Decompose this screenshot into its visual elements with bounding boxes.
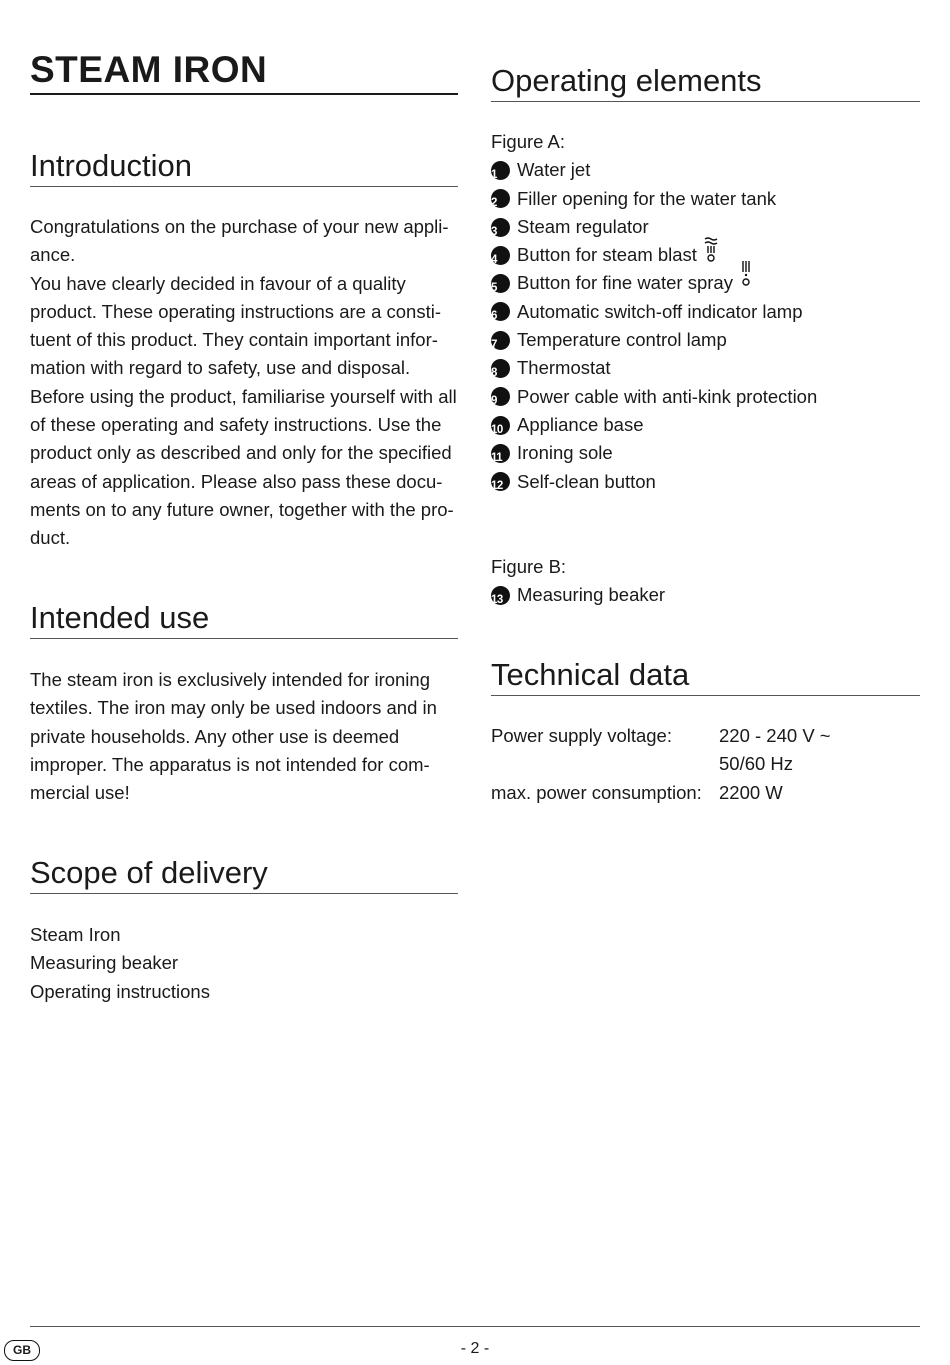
item-text: Steam regulator [517, 215, 649, 237]
list-item [491, 439, 920, 467]
item-text: Filler opening for the water tank [517, 187, 777, 209]
item-number-badge: 1 [491, 161, 510, 180]
figure-a-label: Figure A: [491, 131, 566, 152]
item-text: Measuring beaker [517, 584, 666, 606]
power-label: max. power consumption: [491, 781, 702, 803]
introduction-line: mation with regard to safety, use and disposal. [30, 357, 411, 379]
technical-data-table [491, 722, 920, 807]
introduction-line: product only as described and only for the specified [30, 442, 452, 464]
item-number-badge: 13 [491, 586, 510, 605]
figure-a-list [491, 128, 920, 496]
intended-use-line: mercial use! [30, 782, 130, 804]
list-item [491, 241, 920, 269]
figure-b-list [491, 553, 920, 610]
page-number: - 2 - [460, 1340, 490, 1357]
item-text: Button for fine water spray [517, 272, 733, 294]
item-text: Temperature control lamp [517, 329, 727, 351]
item-number-badge: 7 [491, 331, 510, 350]
delivery-item: Operating instructions [30, 980, 210, 1002]
list-item [491, 298, 920, 326]
list-item [491, 581, 920, 609]
introduction-line: areas of application. Please also pass these docu- [30, 470, 443, 492]
item-text: Appliance base [517, 413, 644, 435]
delivery-item: Measuring beaker [30, 952, 179, 974]
tech-row-power [491, 779, 920, 807]
introduction-heading: Introduction [30, 148, 458, 187]
item-number-badge: 11 [491, 444, 510, 463]
item-number-badge: 12 [491, 472, 510, 491]
item-text: Thermostat [517, 357, 611, 379]
list-item [491, 468, 920, 496]
introduction-text [30, 213, 458, 553]
intended-use-heading: Intended use [30, 600, 458, 639]
list-item [491, 326, 920, 354]
item-number-badge: 8 [491, 359, 510, 378]
item-number-badge: 9 [491, 387, 510, 406]
introduction-line: Congratulations on the purchase of your new appli- [30, 216, 449, 237]
list-item [491, 185, 920, 213]
steam-blast-symbol-icon [703, 236, 719, 270]
list-item [491, 383, 920, 411]
tech-row-frequency [491, 750, 920, 778]
country-badge: GB [4, 1340, 40, 1361]
introduction-line: ments on to any future owner, together with the pro- [30, 498, 454, 520]
introduction-line: duct. [30, 527, 71, 549]
scope-of-delivery-list [30, 921, 458, 1006]
power-value: 2200 W [719, 781, 783, 803]
operating-elements-heading: Operating elements [491, 63, 920, 102]
technical-data-heading: Technical data [491, 657, 920, 696]
voltage-value: 220 - 240 V ~ [719, 725, 831, 746]
tech-row-voltage [491, 722, 920, 750]
introduction-line: You have clearly decided in favour of a quality [30, 272, 406, 294]
introduction-line: tuent of this product. They contain important infor- [30, 329, 438, 351]
item-number-badge: 10 [491, 416, 510, 435]
item-number-badge: 3 [491, 218, 510, 237]
scope-of-delivery-heading: Scope of delivery [30, 855, 458, 894]
list-item [491, 354, 920, 382]
intended-use-line: private households. Any other use is deemed [30, 725, 400, 747]
item-text: Automatic switch-off indicator lamp [517, 300, 803, 322]
frequency-value: 50/60 Hz [719, 753, 794, 775]
introduction-line: product. These operating instructions are a consti- [30, 300, 441, 322]
item-text: Water jet [517, 159, 591, 181]
introduction-line: ance. [30, 244, 76, 266]
item-text: Self-clean button [517, 470, 656, 492]
list-item [491, 156, 920, 184]
item-text: Ironing sole [517, 442, 613, 464]
item-number-badge: 2 [491, 189, 510, 208]
introduction-line: Before using the product, familiarise yourself with all [30, 385, 457, 407]
intended-use-line: The steam iron is exclusively intended for ironing [30, 669, 430, 690]
delivery-item: Steam Iron [30, 924, 121, 945]
item-number-badge: 5 [491, 274, 510, 293]
document-title: STEAM IRON [30, 50, 458, 95]
item-number-badge: 4 [491, 246, 510, 265]
intended-use-line: textiles. The iron may only be used indoors and in [30, 697, 437, 719]
introduction-line: of these operating and safety instructions. Use the [30, 414, 442, 436]
intended-use-line: improper. The apparatus is not intended for com- [30, 753, 430, 775]
intended-use-text [30, 666, 458, 807]
list-item [491, 411, 920, 439]
voltage-label: Power supply voltage: [491, 725, 672, 746]
item-number-badge: 6 [491, 302, 510, 321]
item-text: Power cable with anti-kink protection [517, 385, 818, 407]
figure-b-label: Figure B: [491, 556, 567, 577]
item-text: Button for steam blast [517, 244, 697, 266]
list-item [491, 269, 920, 297]
footer-divider [30, 1326, 920, 1327]
water-spray-symbol-icon [739, 259, 753, 295]
